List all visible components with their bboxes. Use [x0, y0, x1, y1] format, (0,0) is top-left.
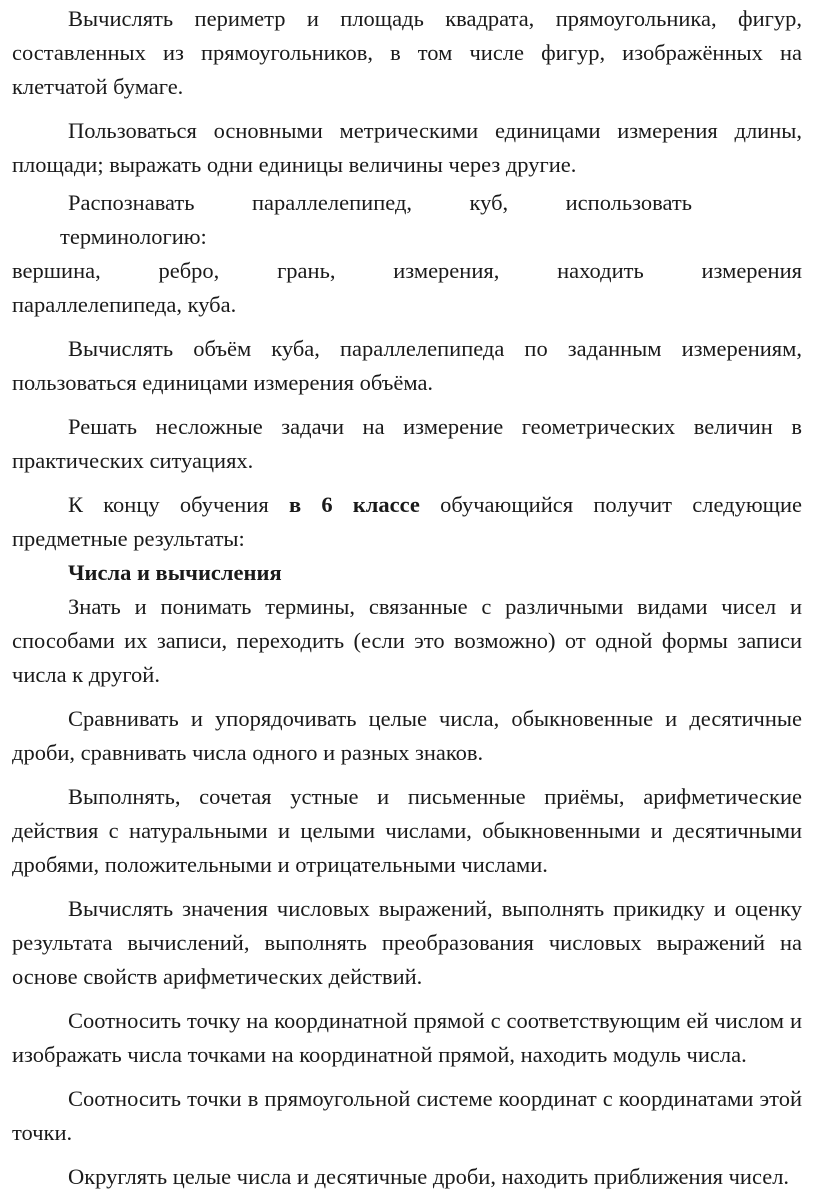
paragraph-coordinates: Соотносить точки в прямоугольной системе координат с координатами этой точки. — [12, 1086, 802, 1145]
paragraph-parallelepiped — [12, 186, 802, 322]
paragraph-compare-numbers: Сравнивать и упорядочивать целые числа, обыкновенные и десятичные дроби, сравнивать числа одного и разных знаков. — [12, 706, 802, 765]
paragraph-arithmetic: Выполнять, сочетая устные и письменные приёмы, арифметические действия с натуральными и целыми числами, обыкновенными и десятичными дробями, положительными и отрицательными числами. — [12, 784, 802, 877]
word: параллелепипед, — [252, 190, 413, 215]
paragraph-number-terms: Знать и понимать термины, связанные с различными видами чисел и способами их записи, переходить (если это возможно) от одной формы записи числа к другой. — [12, 594, 802, 687]
word: вершина, — [12, 258, 101, 283]
intro-grade-bold: в 6 классе — [288, 492, 420, 517]
word: куб, — [469, 190, 509, 215]
paragraph-parallelepiped-line3 — [12, 254, 802, 288]
paragraph-expressions: Вычислять значения числовых выражений, выполнять прикидку и оценку результата вычислений, выполнять преобразования числовых выражений на основе свойств арифметических действий. — [12, 896, 802, 989]
paragraph-grade6-intro — [12, 488, 802, 556]
paragraph-parallelepiped-line2: терминологию: — [60, 224, 207, 249]
intro-text-start: К концу обучения — [68, 492, 289, 517]
word: использовать — [565, 190, 692, 215]
paragraph-perimeter-area: Вычислять периметр и площадь квадрата, прямоугольника, фигур, составленных из прямоугольников, в том числе фигур, изображённых на клетчатой бумаге. — [12, 6, 802, 99]
paragraph-parallelepiped-line1 — [12, 186, 802, 220]
document-page — [12, 0, 802, 1194]
paragraph-number-line: Соотносить точку на координатной прямой с соответствующим ей числом и изображать числа точками на координатной прямой, находить модуль числа. — [12, 1008, 802, 1067]
word: Распознавать — [68, 190, 195, 215]
word: ребро, — [158, 258, 220, 283]
paragraph-rounding: Округлять целые числа и десятичные дроби, находить приближения чисел. — [68, 1164, 790, 1189]
word: измерения — [701, 258, 802, 283]
word: грань, — [277, 258, 336, 283]
paragraph-parallelepiped-line4: параллелепипеда, куба. — [12, 292, 237, 317]
paragraph-volume: Вычислять объём куба, параллелепипеда по заданным измерениям, пользоваться единицами измерения объёма. — [12, 336, 802, 395]
paragraph-geometry-problems: Решать несложные задачи на измерение геометрических величин в практических ситуациях. — [12, 414, 802, 473]
paragraph-metric-units: Пользоваться основными метрическими единицами измерения длины, площади; выражать одни единицы величины через другие. — [12, 118, 802, 177]
word: измерения, — [393, 258, 500, 283]
intro-text-end: обучающийся получит следующие предметные результаты: — [12, 492, 803, 551]
word: находить — [557, 258, 644, 283]
section-heading: Числа и вычисления — [68, 560, 282, 585]
